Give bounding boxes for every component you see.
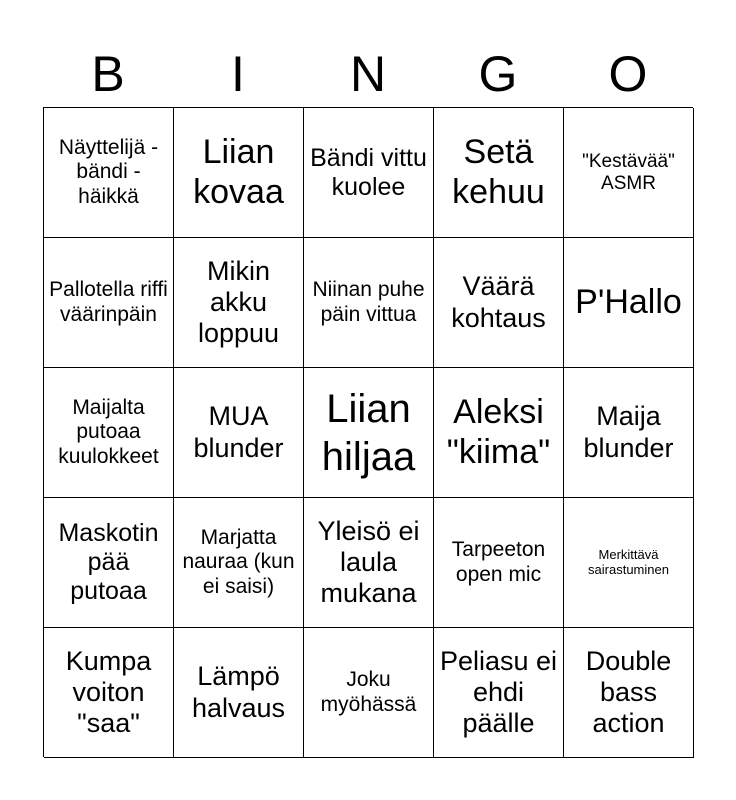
bingo-cell[interactable]: Liian hiljaa — [304, 368, 434, 498]
bingo-cell[interactable]: Double bass action — [564, 628, 694, 758]
bingo-cell[interactable]: Kumpa voiton "saa" — [44, 628, 174, 758]
bingo-board — [43, 107, 693, 757]
bingo-cell[interactable]: Pallotella riffi väärinpäin — [44, 238, 174, 368]
bingo-cell[interactable]: Peliasu ei ehdi päälle — [434, 628, 564, 758]
bingo-cell[interactable]: Bändi vittu kuolee — [304, 108, 434, 238]
header-letter-n: N — [349, 46, 387, 102]
header-letter-b: B — [91, 46, 125, 102]
bingo-cell[interactable]: Maijalta putoaa kuulokkeet — [44, 368, 174, 498]
bingo-cell[interactable]: Aleksi "kiima" — [434, 368, 564, 498]
bingo-cell[interactable]: Lämpö halvaus — [174, 628, 304, 758]
bingo-cell[interactable]: Mikin akku loppuu — [174, 238, 304, 368]
bingo-cell[interactable]: Näyttelijä - bändi - häikkä — [44, 108, 174, 238]
header-letter-o: O — [608, 46, 648, 102]
bingo-cell[interactable]: Marjatta nauraa (kun ei saisi) — [174, 498, 304, 628]
bingo-cell[interactable]: P'Hallo — [564, 238, 694, 368]
header-letter-i: I — [231, 46, 245, 102]
bingo-cell[interactable]: Merkittävä sairastuminen — [564, 498, 694, 628]
bingo-cell[interactable]: Niinan puhe päin vittua — [304, 238, 434, 368]
bingo-cell[interactable]: "Kestävää" ASMR — [564, 108, 694, 238]
bingo-cell[interactable]: MUA blunder — [174, 368, 304, 498]
bingo-cell[interactable]: Väärä kohtaus — [434, 238, 564, 368]
header-letter-g: G — [478, 46, 518, 102]
bingo-cell[interactable]: Maija blunder — [564, 368, 694, 498]
bingo-cell[interactable]: Maskotin pää putoaa — [44, 498, 174, 628]
bingo-cell[interactable]: Setä kehuu — [434, 108, 564, 238]
bingo-cell[interactable]: Joku myöhässä — [304, 628, 434, 758]
bingo-cell[interactable]: Yleisö ei laula mukana — [304, 498, 434, 628]
bingo-cell[interactable]: Tarpeeton open mic — [434, 498, 564, 628]
bingo-header — [43, 40, 693, 108]
bingo-cell[interactable]: Liian kovaa — [174, 108, 304, 238]
